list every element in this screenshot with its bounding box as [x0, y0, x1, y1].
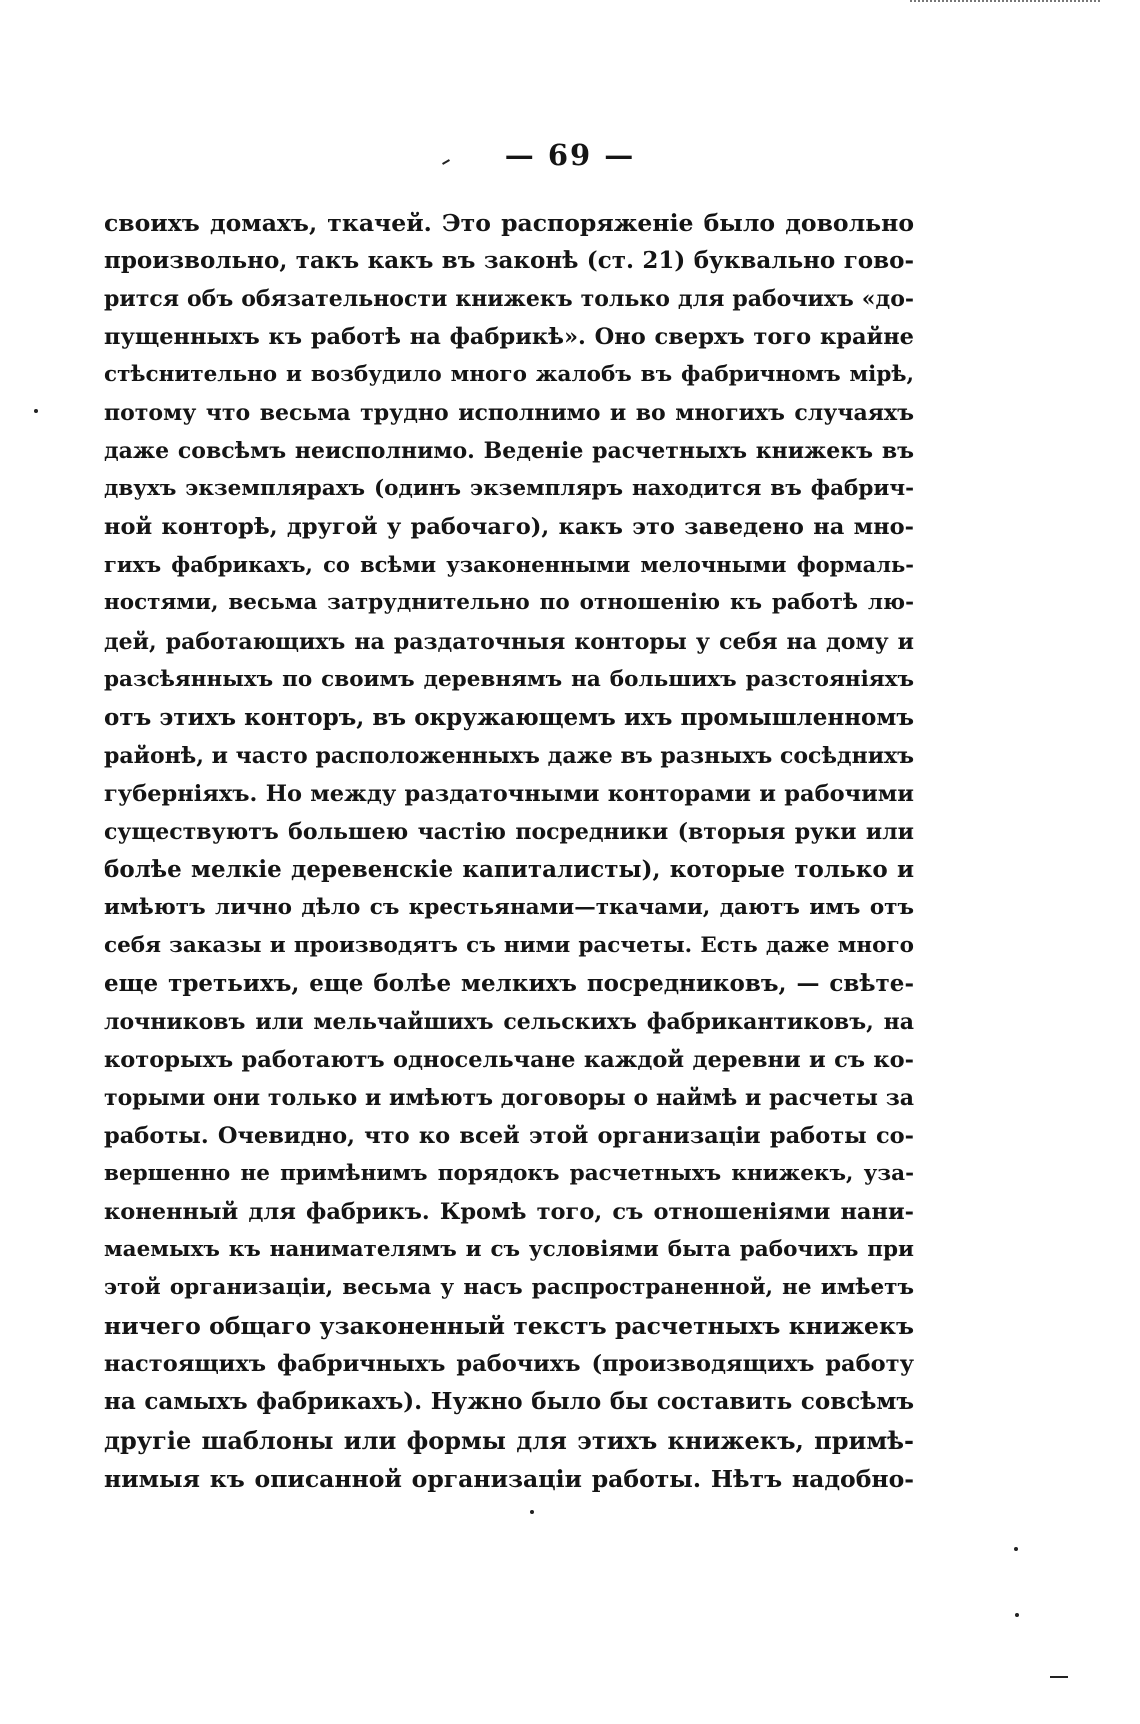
text-line: гихъ фабрикахъ, со всѣми узаконенными мелочными формаль-	[104, 552, 914, 578]
text-line: отъ этихъ конторъ, въ окружающемъ ихъ промышленномъ	[104, 703, 914, 731]
text-line: двухъ экземплярахъ (одинъ экземпляръ находится въ фабрич-	[104, 476, 914, 502]
text-line: еще третьихъ, еще болѣе мелкихъ посредниковъ, — свѣте-	[104, 969, 914, 997]
stray-dot	[530, 1510, 534, 1514]
text-line: нимыя къ описанной организаціи работы. Нѣтъ надобно-	[104, 1464, 914, 1493]
text-line: на самыхъ фабрикахъ). Нужно было бы составить совсѣмъ	[104, 1388, 914, 1416]
text-line: вершенно не примѣнимъ порядокъ расчетныхъ книжекъ, уза-	[104, 1161, 914, 1187]
text-line: дей, работающихъ на раздаточныя конторы у себя на дому и	[104, 628, 914, 655]
text-line: районѣ, и часто расположенныхъ даже въ разныхъ сосѣднихъ	[104, 742, 914, 769]
text-line: коненный для фабрикъ. Кромѣ того, съ отношеніями нани-	[104, 1199, 914, 1226]
stray-dot	[1014, 1547, 1018, 1551]
text-line: стѣснительно и возбудило много жалобъ въ фабричномъ мірѣ,	[104, 362, 914, 388]
text-line: даже совсѣмъ неисполнимо. Веденіе расчетныхъ книжекъ въ	[104, 438, 914, 465]
body-text	[104, 204, 914, 1498]
text-line: губерніяхъ. Но между раздаточными конторами и рабочими	[104, 780, 914, 807]
text-line: настоящихъ фабричныхъ рабочихъ (производящихъ работу	[104, 1351, 914, 1378]
text-line: существуютъ большею частію посредники (вторыя руки или	[104, 818, 914, 845]
stray-dot	[34, 409, 38, 413]
text-line: торыми они только и имѣютъ договоры о наймѣ и расчеты за	[104, 1085, 914, 1112]
text-line: работы. Очевидно, что ко всей этой организаціи работы со-	[104, 1123, 914, 1150]
text-line: произвольно, такъ какъ въ законѣ (ст. 21) буквально гово-	[104, 247, 914, 275]
stray-dot	[1015, 1613, 1019, 1617]
text-line: ностями, весьма затруднительно по отношенію къ работѣ лю-	[104, 590, 914, 616]
page-top-edge-mark	[910, 0, 1100, 8]
stray-dash	[1050, 1676, 1068, 1678]
text-line: другіе шаблоны или формы для этихъ книжекъ, примѣ-	[104, 1425, 914, 1455]
text-line: рится объ обязательности книжекъ только для рабочихъ «до-	[104, 286, 914, 313]
text-line: болѣе мелкіе деревенскіе капиталисты), которые только и	[104, 855, 914, 883]
text-line: разсѣянныхъ по своимъ деревнямъ на большихъ разстояніяхъ	[104, 666, 914, 692]
text-line: этой организаціи, весьма у насъ распространенной, не имѣетъ	[104, 1275, 914, 1301]
text-line: пущенныхъ къ работѣ на фабрикѣ». Оно сверхъ того крайне	[104, 324, 914, 351]
text-line: ной конторѣ, другой у рабочаго), какъ это заведено на мно-	[104, 514, 914, 541]
text-line: своихъ домахъ, ткачей. Это распоряженіе было довольно	[104, 209, 914, 237]
text-line: себя заказы и производятъ съ ними расчеты. Есть даже много	[104, 932, 914, 958]
text-line: потому что весьма трудно исполнимо и во многихъ случаяхъ	[104, 400, 914, 427]
text-line: лочниковъ или мельчайшихъ сельскихъ фабрикантиковъ, на	[104, 1008, 914, 1035]
text-line: которыхъ работаютъ односельчане каждой деревни и съ ко-	[104, 1047, 914, 1074]
page-number: — 69 —	[504, 138, 636, 172]
text-line: имѣютъ лично дѣло съ крестьянами—ткачами, даютъ имъ отъ	[104, 894, 914, 920]
text-line: ничего общаго узаконенный текстъ расчетныхъ книжекъ	[104, 1312, 914, 1341]
text-line: маемыхъ къ нанимателямъ и съ условіями быта рабочихъ при	[104, 1237, 914, 1263]
